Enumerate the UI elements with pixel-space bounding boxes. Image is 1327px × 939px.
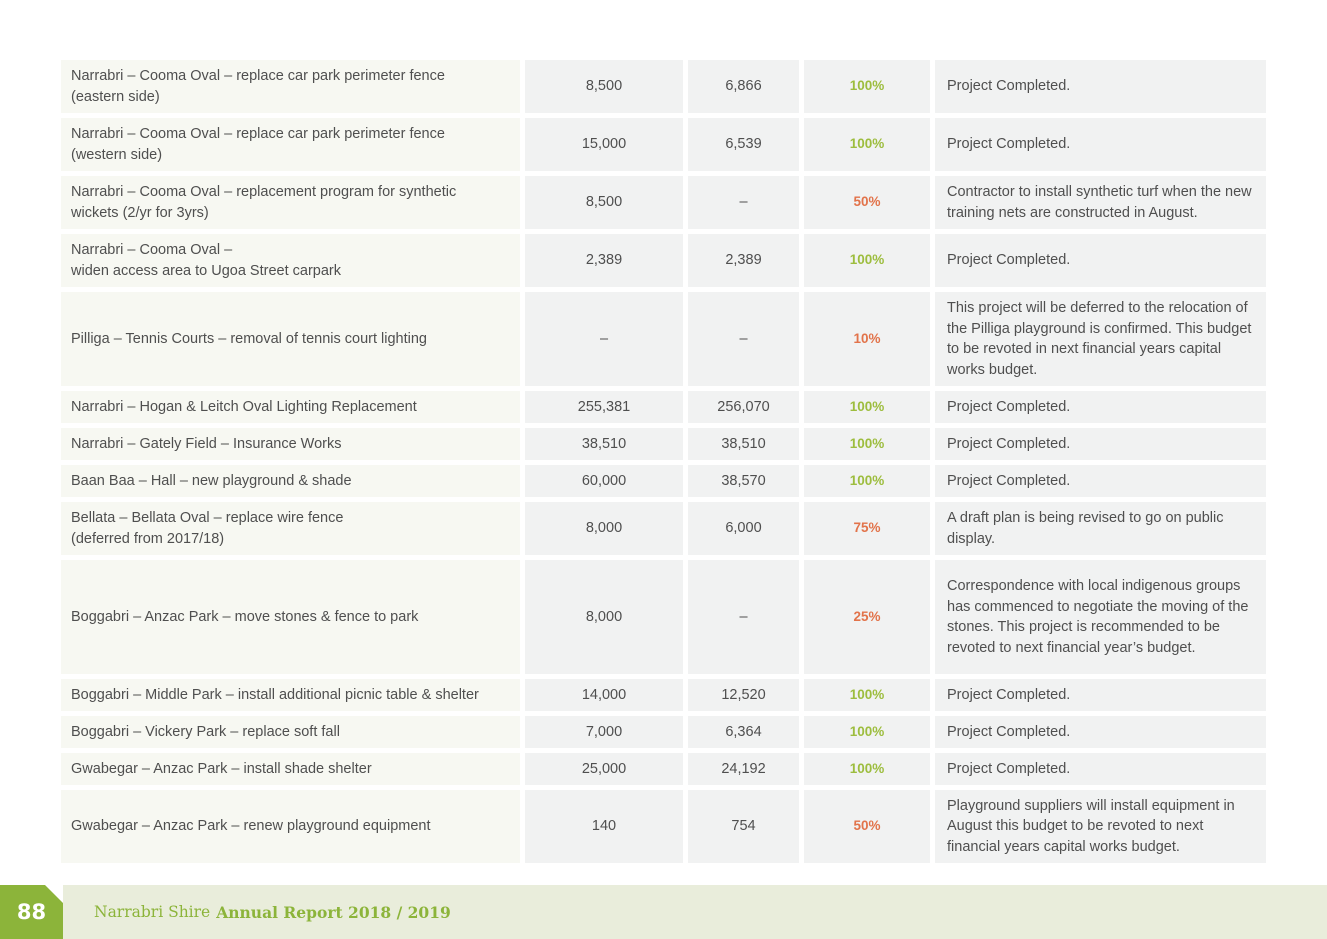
comment-cell-text: Project Completed. — [947, 686, 1071, 703]
project-name-cell — [61, 560, 520, 674]
comment-cell — [935, 560, 1266, 674]
comment-cell-text: Contractor to install synthetic turf when the new training nets are constructed in August. — [947, 184, 1252, 221]
table-row — [61, 790, 1267, 863]
completion-cell — [804, 118, 930, 171]
completion-cell-text: 100% — [849, 723, 885, 739]
actual-cell — [688, 234, 799, 287]
project-name-cell-text: Boggabri – Anzac Park – move stones & fence to park — [71, 608, 419, 625]
budget-cell-text: 8,000 — [585, 608, 623, 625]
actual-cell-text: 6,866 — [725, 78, 762, 95]
budget-cell-text: 60,000 — [581, 472, 627, 489]
completion-cell-text: 100% — [849, 252, 885, 268]
comment-cell — [935, 716, 1266, 748]
comment-cell — [935, 234, 1266, 287]
project-name-cell — [61, 391, 520, 423]
project-name-cell-text: Boggabri – Middle Park – install additional picnic table & shelter — [71, 686, 479, 703]
completion-cell-text: 50% — [853, 818, 881, 834]
comment-cell — [935, 428, 1266, 460]
table-row — [61, 428, 1267, 460]
budget-cell — [525, 465, 683, 497]
project-name-cell-text: Narrabri – Gately Field – Insurance Works — [71, 435, 342, 452]
actual-cell — [688, 560, 799, 674]
project-name-cell — [61, 428, 520, 460]
project-name-cell — [61, 679, 520, 711]
budget-cell-text: – — [599, 330, 609, 347]
project-name-cell-text: Narrabri – Cooma Oval – widen access area to Ugoa Street carpark — [71, 242, 341, 279]
actual-cell-text: 6,539 — [725, 136, 762, 153]
project-name-cell — [61, 465, 520, 497]
budget-cell — [525, 716, 683, 748]
budget-cell-text: 8,000 — [585, 520, 623, 537]
comment-cell-text: Project Completed. — [947, 472, 1071, 489]
actual-cell — [688, 292, 799, 386]
actual-cell — [688, 391, 799, 423]
table-row — [61, 176, 1267, 229]
completion-cell-text: 100% — [849, 435, 885, 451]
budget-cell — [525, 234, 683, 287]
comment-cell-text: Project Completed. — [947, 78, 1071, 95]
actual-cell-text: 256,070 — [717, 398, 770, 415]
completion-cell — [804, 292, 930, 386]
capital-works-table — [61, 60, 1267, 868]
comment-cell — [935, 790, 1266, 863]
comment-cell-text: Project Completed. — [947, 398, 1071, 415]
actual-cell — [688, 60, 799, 113]
completion-cell-text: 100% — [849, 136, 885, 152]
actual-cell-text: 38,510 — [721, 435, 766, 452]
project-name-cell — [61, 790, 520, 863]
budget-cell-text: 8,500 — [585, 78, 623, 95]
completion-cell — [804, 428, 930, 460]
completion-cell-text: 25% — [853, 608, 881, 624]
completion-cell — [804, 753, 930, 785]
project-name-cell-text: Bellata – Bellata Oval – replace wire fence (deferred from 2017/18) — [71, 510, 344, 547]
project-name-cell-text: Narrabri – Cooma Oval – replace car park perimeter fence (eastern side) — [71, 68, 445, 105]
budget-cell-text: 2,389 — [585, 252, 623, 269]
comment-cell — [935, 502, 1266, 555]
actual-cell-text: 2,389 — [725, 252, 762, 269]
budget-cell — [525, 176, 683, 229]
project-name-cell-text: Pilliga – Tennis Courts – removal of tennis court lighting — [71, 330, 427, 347]
completion-cell — [804, 465, 930, 497]
budget-cell-text: 38,510 — [581, 435, 627, 452]
actual-cell-text: 38,570 — [721, 472, 766, 489]
project-name-cell — [61, 60, 520, 113]
table-row — [61, 465, 1267, 497]
actual-cell-text: – — [739, 608, 748, 625]
page-footer — [0, 885, 1327, 939]
budget-cell-text: 140 — [591, 818, 617, 835]
completion-cell — [804, 234, 930, 287]
completion-cell — [804, 560, 930, 674]
project-name-cell-text: Baan Baa – Hall – new playground & shade — [71, 472, 352, 489]
completion-cell — [804, 391, 930, 423]
comment-cell — [935, 679, 1266, 711]
project-name-cell-text: Narrabri – Hogan & Leitch Oval Lighting Replacement — [71, 398, 417, 415]
project-name-cell — [61, 292, 520, 386]
actual-cell — [688, 465, 799, 497]
actual-cell-text: 12,520 — [721, 686, 766, 703]
actual-cell-text: 754 — [731, 818, 756, 835]
completion-cell — [804, 502, 930, 555]
project-name-cell — [61, 753, 520, 785]
actual-cell — [688, 716, 799, 748]
project-name-cell-text: Boggabri – Vickery Park – replace soft fall — [71, 723, 340, 740]
comment-cell — [935, 753, 1266, 785]
completion-cell-text: 100% — [849, 472, 885, 488]
comment-cell-text: Playground suppliers will install equipment in August this budget to be revoted to next financial years capital works budget. — [947, 797, 1235, 855]
budget-cell-text: 255,381 — [577, 398, 631, 415]
completion-cell — [804, 176, 930, 229]
table-row — [61, 292, 1267, 386]
budget-cell-text: 14,000 — [581, 686, 627, 703]
budget-cell — [525, 391, 683, 423]
completion-cell-text: 100% — [849, 78, 885, 94]
budget-cell-text: 8,500 — [585, 194, 623, 211]
project-name-cell-text: Gwabegar – Anzac Park – install shade shelter — [71, 760, 372, 777]
completion-cell — [804, 790, 930, 863]
report-title — [94, 885, 451, 939]
budget-cell — [525, 790, 683, 863]
project-name-cell — [61, 176, 520, 229]
comment-cell — [935, 391, 1266, 423]
project-name-cell — [61, 118, 520, 171]
budget-cell-text: 7,000 — [585, 723, 623, 740]
comment-cell — [935, 60, 1266, 113]
table-row — [61, 753, 1267, 785]
completion-cell-text: 100% — [849, 760, 885, 776]
actual-cell-text: 6,364 — [725, 723, 762, 740]
budget-cell-text: 25,000 — [581, 760, 627, 777]
budget-cell — [525, 428, 683, 460]
report-name: Annual Report 2018 / 2019 — [216, 902, 451, 922]
completion-cell-text: 100% — [849, 686, 885, 702]
actual-cell-text: – — [739, 330, 748, 347]
project-name-cell — [61, 234, 520, 287]
budget-cell — [525, 292, 683, 386]
actual-cell-text: – — [739, 194, 748, 211]
table-row — [61, 234, 1267, 287]
table-row — [61, 502, 1267, 555]
comment-cell-text: A draft plan is being revised to go on public display. — [947, 510, 1224, 547]
actual-cell-text: 6,000 — [725, 520, 762, 537]
project-name-cell — [61, 502, 520, 555]
budget-cell — [525, 118, 683, 171]
budget-cell — [525, 753, 683, 785]
project-name-cell-text: Gwabegar – Anzac Park – renew playground equipment — [71, 818, 431, 835]
project-name-cell-text: Narrabri – Cooma Oval – replace car park perimeter fence (western side) — [71, 126, 445, 163]
completion-cell — [804, 679, 930, 711]
comment-cell — [935, 176, 1266, 229]
actual-cell — [688, 790, 799, 863]
completion-cell — [804, 716, 930, 748]
comment-cell-text: Correspondence with local indigenous groups has commenced to negotiate the moving of the stones. This project is recommended to be revoted to next financial year’s budget. — [947, 578, 1249, 656]
actual-cell-text: 24,192 — [721, 760, 766, 777]
actual-cell — [688, 502, 799, 555]
actual-cell — [688, 118, 799, 171]
budget-cell — [525, 679, 683, 711]
budget-cell — [525, 560, 683, 674]
completion-cell-text: 75% — [853, 520, 881, 536]
actual-cell — [688, 176, 799, 229]
completion-cell-text: 100% — [849, 398, 885, 414]
table-row — [61, 560, 1267, 674]
completion-cell-text: 50% — [853, 194, 881, 210]
budget-cell-text: 15,000 — [581, 136, 627, 153]
table-row — [61, 118, 1267, 171]
actual-cell — [688, 753, 799, 785]
comment-cell — [935, 118, 1266, 171]
budget-cell — [525, 502, 683, 555]
report-prefix: Narrabri Shire — [94, 903, 211, 921]
table-row — [61, 391, 1267, 423]
page-number: 88 — [0, 885, 63, 939]
table-row — [61, 60, 1267, 113]
comment-cell-text: Project Completed. — [947, 723, 1071, 740]
actual-cell — [688, 428, 799, 460]
completion-cell — [804, 60, 930, 113]
comment-cell — [935, 292, 1266, 386]
table-row — [61, 716, 1267, 748]
comment-cell — [935, 465, 1266, 497]
comment-cell-text: Project Completed. — [947, 435, 1071, 452]
comment-cell-text: Project Completed. — [947, 252, 1071, 269]
actual-cell — [688, 679, 799, 711]
budget-cell — [525, 60, 683, 113]
comment-cell-text: Project Completed. — [947, 136, 1071, 153]
comment-cell-text: Project Completed. — [947, 760, 1071, 777]
table-row — [61, 679, 1267, 711]
project-name-cell-text: Narrabri – Cooma Oval – replacement program for synthetic wickets (2/yr for 3yrs) — [71, 184, 457, 221]
completion-cell-text: 10% — [853, 330, 881, 346]
project-name-cell — [61, 716, 520, 748]
comment-cell-text: This project will be deferred to the relocation of the Pilliga playground is confirmed. This budget to be revoted in next financial years capital works budget. — [947, 300, 1252, 378]
